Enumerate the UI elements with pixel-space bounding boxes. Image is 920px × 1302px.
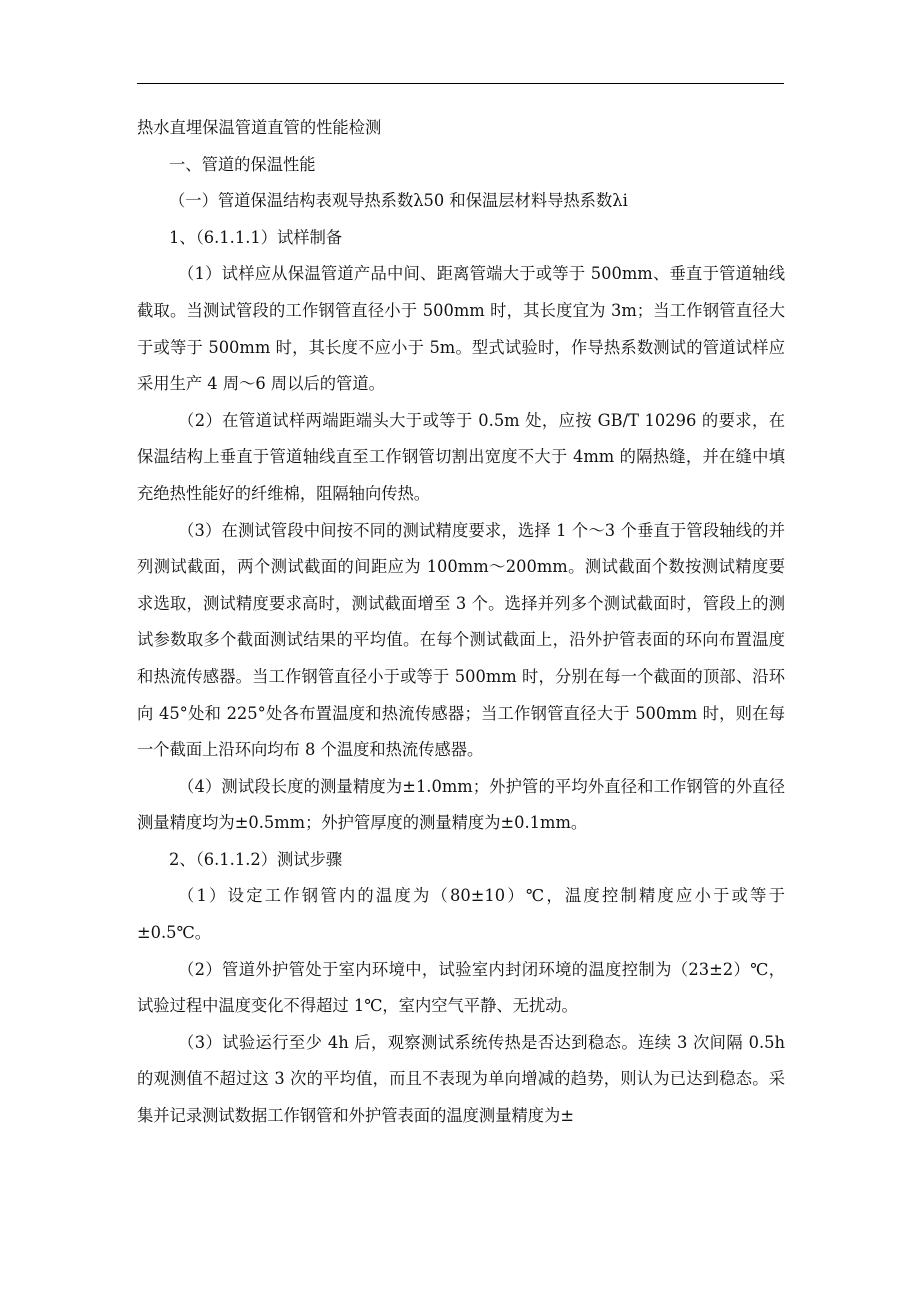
paragraph-step-2: （2）管道外护管处于室内环境中，试验室内封闭环境的温度控制为（23±2）℃，试验过程中温度变化不得超过 1℃，室内空气平静、无扰动。 bbox=[137, 959, 785, 1016]
document-title: 热水直埋保温管道直管的性能检测 bbox=[137, 118, 382, 137]
paragraph-sample-2: （2）在管道试样两端距端头大于或等于 0.5m 处，应按 GB/T 10296 的要求，在保温结构上垂直于管道轴线直至工作钢管切割出宽度不大于 4mm 的隔热缝，并在缝中填充绝热性能好的纤维棉，阻隔轴向传热。 bbox=[137, 410, 785, 503]
paragraph-step-3: （3）试验运行至少 4h 后，观察测试系统传热是否达到稳态。连续 3 次间隔 0.5h 的观测值不超过这 3 次的平均值，而且不表现为单向增减的趋势，则认为已达到稳态。采集并记录测试数据工作钢管和外护管表面的温度测量精度为± bbox=[137, 1032, 785, 1126]
paragraph-sample-1: （1）试样应从保温管道产品中间、距离管端大于或等于 500mm、垂直于管道轴线截取。当测试管段的工作钢管直径小于 500mm 时，其长度宜为 3m；当工作钢管直径大于或等于 500mm 时，其长度不应小于 5m。型式试验时，作导热系数测试的管道试样应采用生产 4 周～6 周以后的管道。 bbox=[137, 264, 785, 394]
section-heading: 一、管道的保温性能 bbox=[169, 154, 316, 174]
subsection-heading: （一）管道保温结构表观导热系数λ50 和保温层材料导热系数λi bbox=[169, 191, 628, 211]
item-heading-sample-prep: 1、（6.1.1.1）试样制备 bbox=[169, 227, 343, 247]
paragraph-sample-3: （3）在测试管段中间按不同的测试精度要求，选择 1 个～3 个垂直于管段轴线的并列测试截面，两个测试截面的间距应为 100mm～200mm。测试截面个数按测试精度要求选取，测试精度要求高时，测试截面增至 3 个。选择并列多个测试截面时，管段上的测试参数取多个截面测试结果的平均值。在每个测试截面上，沿外护管表面的环向布置温度和热流传感器。当工作钢管直径小于或等于 500mm 时，分别在每一个截面的顶部、沿环向 45°处和 225°处各布置温度和热流传感器；当工作钢管直径大于 500mm 时，则在每一个截面上沿环向均布 8 个温度和热流传感器。 bbox=[137, 520, 785, 760]
paragraph-step-1: （1）设定工作钢管内的温度为（80±10）℃，温度控制精度应小于或等于±0.5℃。 bbox=[137, 886, 785, 943]
paragraph-sample-4: （4）测试段长度的测量精度为±1.0mm；外护管的平均外直径和工作钢管的外直径测量精度均为±0.5mm；外护管厚度的测量精度为±0.1mm。 bbox=[137, 776, 785, 833]
document-body bbox=[137, 110, 785, 1135]
item-heading-test-steps: 2、（6.1.1.2）测试步骤 bbox=[169, 849, 343, 869]
header-rule bbox=[137, 83, 784, 84]
